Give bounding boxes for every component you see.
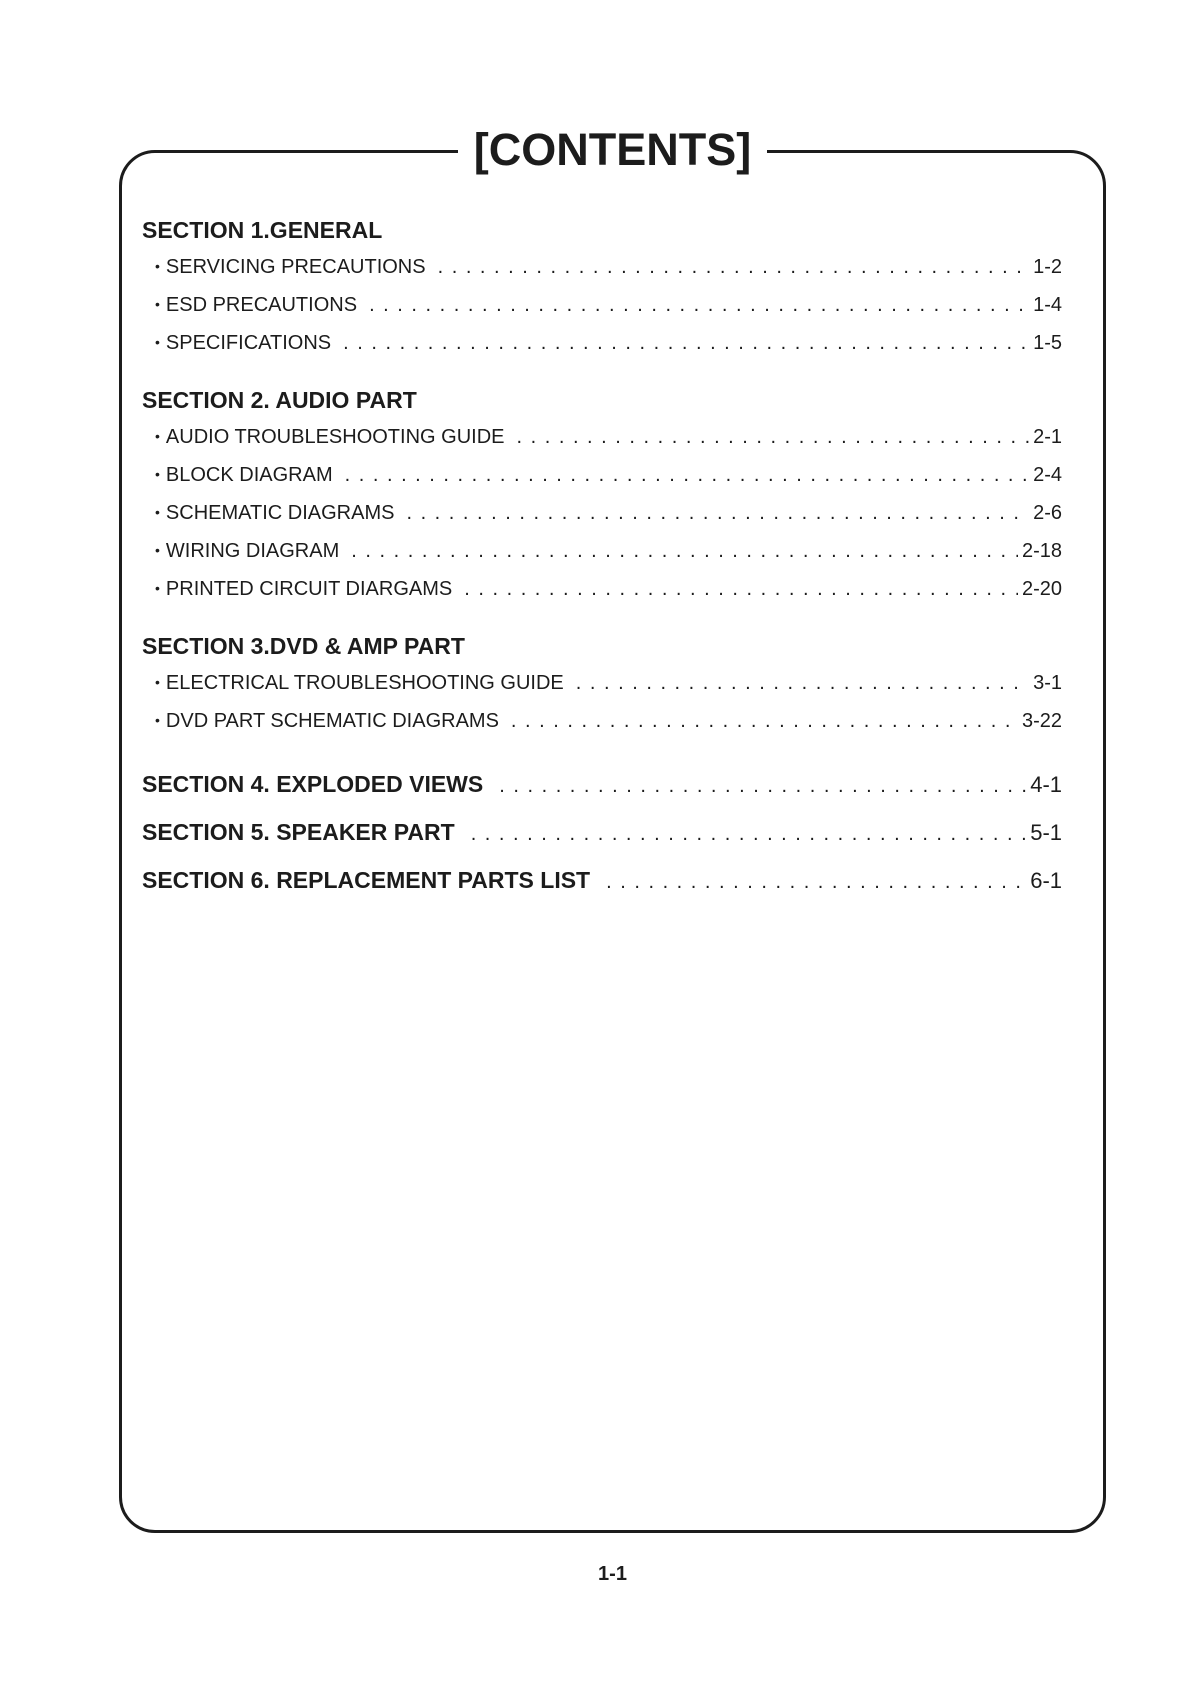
toc-entry-label: PRINTED CIRCUIT DIARGAMS — [165, 578, 453, 600]
section-spacer — [142, 740, 1062, 760]
toc-entry-label: DVD PART SCHEMATIC DIAGRAMS — [165, 710, 499, 732]
section-heading: SECTION 4. EXPLODED VIEWS — [142, 771, 484, 797]
toc-entry-page: 2-6 — [1033, 502, 1062, 524]
dot-leader — [499, 762, 1026, 810]
bullet-icon: • — [155, 674, 160, 690]
dot-leader — [511, 702, 1018, 740]
section-heading: SECTION 5. SPEAKER PART — [142, 819, 455, 845]
toc-section-6[interactable] — [142, 856, 1062, 904]
toc-entry-page: 3-22 — [1021, 710, 1062, 732]
dot-leader — [343, 324, 1029, 362]
section-spacer — [142, 362, 1062, 382]
toc-entry[interactable] — [142, 664, 1062, 702]
toc-entry[interactable] — [142, 248, 1062, 286]
section-heading: SECTION 3.DVD & AMP PART — [142, 633, 465, 659]
toc-entry-label: WIRING DIAGRAM — [165, 540, 340, 562]
toc-section-4[interactable] — [142, 760, 1062, 808]
bullet-icon: • — [155, 504, 160, 520]
section-spacer — [142, 608, 1062, 628]
toc-entry-page: 4-1 — [1030, 772, 1062, 797]
dot-leader — [438, 248, 1030, 286]
toc-entry-page: 5-1 — [1030, 820, 1062, 845]
toc-entry[interactable] — [142, 456, 1062, 494]
toc-entry-label: ELECTRICAL TROUBLESHOOTING GUIDE — [165, 672, 564, 694]
toc-entry[interactable] — [142, 570, 1062, 608]
toc-section-1 — [142, 212, 1062, 362]
toc-content — [142, 212, 1062, 904]
bullet-icon: • — [155, 258, 160, 274]
section-heading: SECTION 1.GENERAL — [142, 217, 383, 243]
section-items — [142, 418, 1062, 608]
bullet-icon: • — [155, 542, 160, 558]
section-heading: SECTION 6. REPLACEMENT PARTS LIST — [142, 867, 591, 893]
toc-section-2 — [142, 382, 1062, 608]
toc-entry[interactable] — [142, 702, 1062, 740]
toc-entry-label: SPECIFICATIONS — [165, 332, 332, 354]
bullet-icon: • — [155, 296, 160, 312]
toc-entry-label: BLOCK DIAGRAM — [165, 464, 333, 486]
dot-leader — [606, 858, 1026, 906]
toc-entry-label: AUDIO TROUBLESHOOTING GUIDE — [165, 426, 505, 448]
bullet-icon: • — [155, 334, 160, 350]
dot-leader — [471, 810, 1027, 858]
toc-entry-page: 2-18 — [1021, 540, 1062, 562]
dot-leader — [576, 664, 1029, 702]
bullet-icon: • — [155, 466, 160, 482]
section-items — [142, 248, 1062, 362]
title-wrap — [0, 118, 1192, 182]
bullet-icon: • — [155, 428, 160, 444]
dot-leader — [406, 494, 1029, 532]
dot-leader — [369, 286, 1029, 324]
toc-entry-label: SERVICING PRECAUTIONS — [165, 256, 426, 278]
bullet-icon: • — [155, 712, 160, 728]
toc-entry-label: ESD PRECAUTIONS — [165, 294, 358, 316]
toc-entry-page: 1-4 — [1033, 294, 1062, 316]
toc-entry[interactable] — [142, 286, 1062, 324]
toc-entry-page: 2-1 — [1033, 426, 1062, 448]
section-heading: SECTION 2. AUDIO PART — [142, 387, 417, 413]
page-title: [CONTENTS] — [458, 118, 767, 182]
page-number: 1-1 — [598, 1563, 627, 1585]
toc-entry-page: 1-2 — [1033, 256, 1062, 278]
toc-section-3 — [142, 628, 1062, 740]
toc-entry-page: 1-5 — [1033, 332, 1062, 354]
toc-entry-page: 6-1 — [1030, 868, 1062, 893]
dot-leader — [351, 532, 1018, 570]
dot-leader — [516, 418, 1029, 456]
bullet-icon: • — [155, 580, 160, 596]
toc-entry-page: 2-20 — [1021, 578, 1062, 600]
toc-section-5[interactable] — [142, 808, 1062, 856]
toc-entry-label: SCHEMATIC DIAGRAMS — [165, 502, 395, 524]
toc-entry[interactable] — [142, 324, 1062, 362]
section-items — [142, 664, 1062, 740]
toc-entry[interactable] — [142, 494, 1062, 532]
toc-entry[interactable] — [142, 418, 1062, 456]
toc-entry-page: 2-4 — [1033, 464, 1062, 486]
toc-entry-page: 3-1 — [1033, 672, 1062, 694]
dot-leader — [464, 570, 1018, 608]
toc-entry[interactable] — [142, 532, 1062, 570]
dot-leader — [345, 456, 1029, 494]
